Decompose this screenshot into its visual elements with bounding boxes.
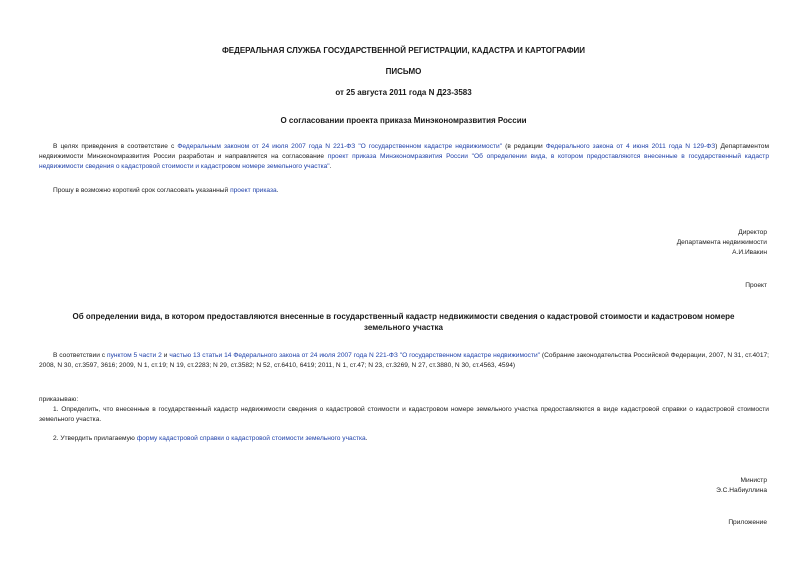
text-fragment: (в редакции	[502, 143, 546, 150]
signature-department: Департамента недвижимости	[676, 239, 767, 246]
link-draft-order[interactable]: проект приказа Минэкономразвития России "Об определении вида, в котором предоставляются внесенные в государственный кадастр недвижимости сведения о кадастровой стоимости и кадастровом номере земельного участка"	[39, 153, 769, 170]
link-draft-order-short[interactable]: проект приказа	[230, 187, 277, 194]
link-cadastral-certificate-form[interactable]: форму кадастровой справки о кадастровой стоимости земельного участка	[136, 435, 366, 442]
text-fragment: .	[365, 435, 368, 442]
minister-position: Министр	[740, 477, 767, 484]
draft-title: Об определении вида, в котором предоставляются внесенные в государственный кадастр недвижимости сведения о кадастровой стоимости и кадастровом номере земельного участка	[72, 312, 735, 332]
letter-paragraph-2	[39, 186, 769, 196]
doc-type: ПИСЬМО	[385, 67, 422, 76]
text-fragment: .	[276, 187, 279, 194]
text-fragment: В соответствии с	[53, 352, 108, 359]
link-federal-law-129[interactable]: Федерального закона от 4 июня 2011 года N 129-ФЗ	[545, 143, 716, 150]
signature-position: Директор	[738, 229, 767, 236]
doc-date-number: от 25 августа 2011 года N Д23-3583	[335, 88, 472, 97]
appendix-label: Приложение	[728, 519, 767, 526]
signature-name: А.И.Ивакин	[732, 249, 767, 256]
agency-name: ФЕДЕРАЛЬНАЯ СЛУЖБА ГОСУДАРСТВЕННОЙ РЕГИСТРАЦИИ, КАДАСТРА И КАРТОГРАФИИ	[221, 46, 586, 55]
letter-paragraph-1	[39, 142, 769, 172]
draft-item-2	[39, 434, 769, 444]
order-word: приказываю:	[39, 396, 79, 403]
link-part-13-article-14[interactable]: частью 13 статьи 14 Федерального закона от 24 июля 2007 года N 221-ФЗ "О государственном кадастре недвижимости"	[169, 352, 541, 359]
letter-subject: О согласовании проекта приказа Минэкономразвития России	[280, 116, 527, 125]
text-fragment: .	[329, 163, 332, 170]
text-fragment: (Собрание законодательства Российской Федерации, 2007, N 31, ст.4017; 2008, N 30, ст.3597, 3616; 2009, N 1, ст.19; N 19, ст.2283; N 29, ст.3582; N 52, ст.6410, 6419; 2011, N 1, ст.47; N 23, ст.3269, N 27, ст.3880, N 30, ст.4563, 4594)	[39, 352, 770, 369]
text-fragment: ) Департаментом недвижимости Минэкономразвития России разработан и направляется на согласование	[39, 143, 769, 160]
link-point-5-part-2[interactable]: пунктом 5 части 2	[107, 352, 162, 359]
minister-name: Э.С.Набиуллина	[716, 487, 767, 494]
text-fragment: Прошу в возможно короткий срок согласовать указанный	[53, 187, 231, 194]
draft-paragraph-1	[39, 351, 769, 371]
text-fragment: и	[161, 352, 170, 359]
draft-item-1: 1. Определить, что внесенные в государственный кадастр недвижимости сведения о кадастровой стоимости и кадастровом номере земельного участка предоставляются в виде кадастровой справки о кадастровой стоимости земельного участка.	[39, 406, 769, 423]
text-fragment: 2. Утвердить прилагаемую	[53, 435, 137, 442]
draft-label: Проект	[745, 282, 767, 289]
text-fragment: В целях приведения в соответствие с	[53, 143, 178, 150]
link-federal-law-221[interactable]: Федеральным законом от 24 июля 2007 года N 221-ФЗ "О государственном кадастре недвижимости"	[177, 143, 503, 150]
